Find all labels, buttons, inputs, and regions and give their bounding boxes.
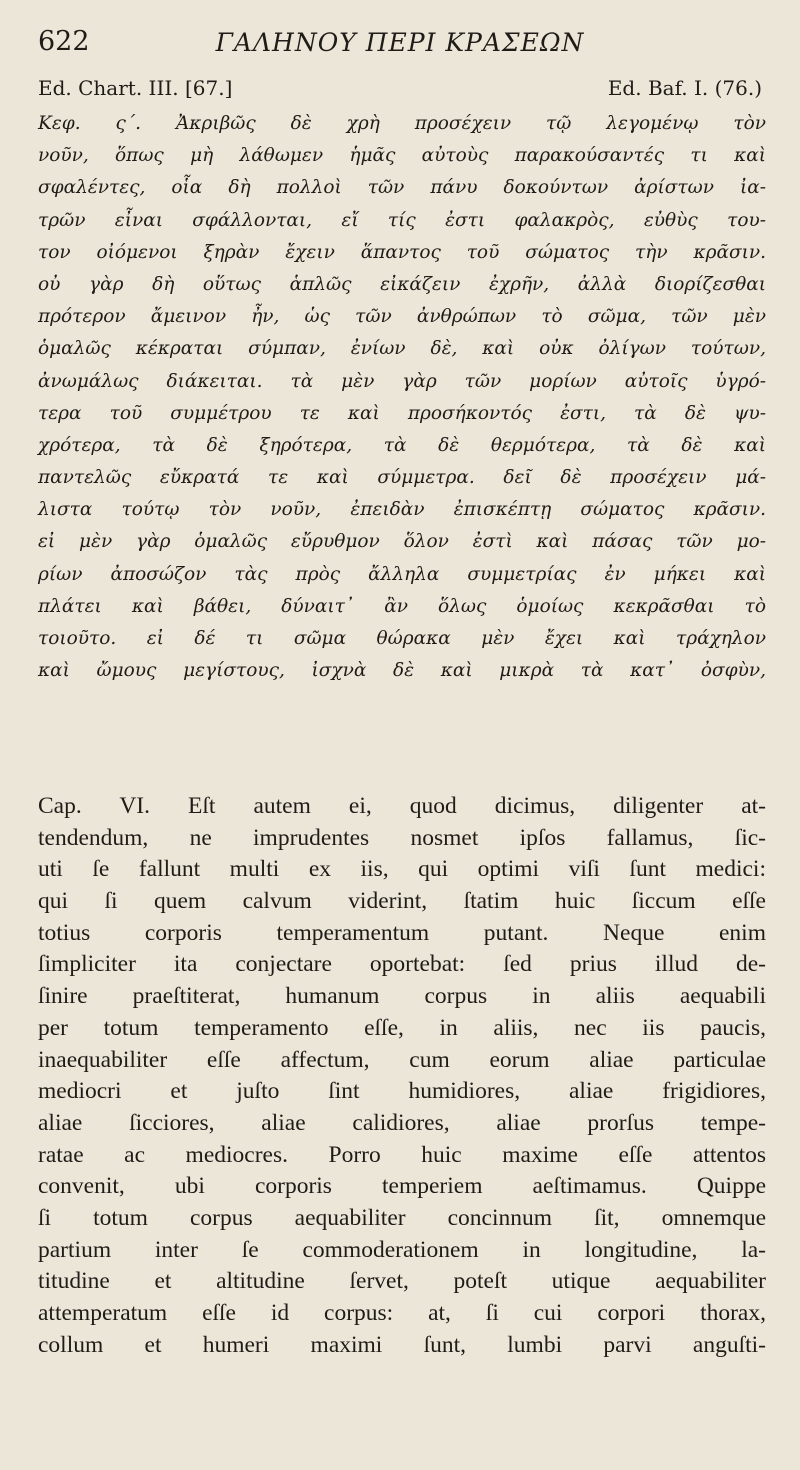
latin-line: partium inter ſe commoderationem in longitudine, la- [38, 1236, 766, 1263]
greek-line: οὐ γὰρ δὴ οὕτως ἁπλῶς εἰκάζειν ἐχρῆν, ἀλλὰ διορίζεσθαι [38, 273, 766, 295]
latin-line: ſinire praeſtiterat, humanum corpus in aliis aequabili [38, 983, 766, 1010]
latin-line: attemperatum eſſe id corpus: at, ſi cui corpori thorax, [38, 1300, 766, 1326]
latin-line: ſimpliciter ita conjectare oportebat: ſed prius illud de- [38, 951, 766, 978]
latin-line: Cap. VI. Eſt autem ei, quod dicimus, diligenter at- [38, 793, 766, 819]
latin-line: totius corporis temperamentum putant. Neque enim [38, 919, 766, 946]
greek-line: ρίων ἀποσώζον τὰς πρὸς ἄλληλα συμμετρίας ἐν μήκει καὶ [38, 563, 766, 585]
latin-line: uti ſe fallunt multi ex iis, qui optimi viſi ſunt medici: [38, 856, 766, 883]
greek-line: Κεφ. ς΄. Ἀκριβῶς δὲ χρὴ προσέχειν τῷ λεγομένῳ τὸν [38, 113, 766, 134]
latin-line: mediocri et juſto ſint humidiores, aliae frigidiores, [38, 1078, 766, 1105]
greek-line: σφαλέντες, οἷα δὴ πολλοὶ τῶν πάνυ δοκούντων ἀρίστων ἰα- [38, 177, 766, 199]
latin-line: collum et humeri maximi ſunt, lumbi parvi anguſti- [38, 1331, 766, 1358]
latin-text-block [38, 791, 766, 1361]
greek-line: τρῶν εἶναι σφάλλονται, εἴ τίς ἐστι φαλακρὸς, εὐθὺς του- [38, 209, 766, 231]
greek-line: τερα τοῦ συμμέτρου τε καὶ προσήκοντός ἐστι, τὰ δὲ ψυ- [38, 402, 766, 424]
greek-line: πρότερον ἄμεινον ἦν, ὡς τῶν ἀνθρώπων τὸ σῶμα, τῶν μὲν [38, 306, 766, 328]
greek-line: λιστα τούτῳ τὸν νοῦν, ἐπειδὰν ἐπισκέπτῃ σώματος κρᾶσιν. [38, 499, 766, 521]
latin-line: per totum temperamento eſſe, in aliis, nec iis paucis, [38, 1014, 766, 1041]
greek-text-block [38, 108, 766, 687]
running-title: ΓΑΛΗΝΟΥ ΠΕΡΙ ΚΡΑΣΕΩΝ [215, 28, 585, 57]
greek-line: πλάτει καὶ βάθει, δύναιτ᾽ ἂν ὅλως ὁμοίως κεκρᾶσθαι τὸ [38, 595, 766, 617]
latin-line: convenit, ubi corporis temperiem aeſtimamus. Quippe [38, 1173, 766, 1200]
greek-line: καὶ ὤμους μεγίστους, ἰσχνὰ δὲ καὶ μικρὰ τὰ κατ᾽ ὀσφὺν, [38, 660, 766, 682]
page-number: 622 [38, 26, 90, 57]
edition-basel-reference: Ed. Baf. I. (76.) [607, 76, 762, 100]
latin-line: inaequabiliter eſſe affectum, cum eorum aliae particulae [38, 1046, 766, 1073]
greek-line: ὁμαλῶς κέκραται σύμπαν, ἐνίων δὲ, καὶ οὐκ ὀλίγων τούτων, [38, 338, 766, 360]
greek-line: τον οἰόμενοι ξηρὰν ἔχειν ἅπαντος τοῦ σώματος τὴν κρᾶσιν. [38, 241, 766, 263]
greek-line: τοιοῦτο. εἰ δέ τι σῶμα θώρακα μὲν ἔχει καὶ τράχηλον [38, 628, 766, 649]
latin-line: ratae ac mediocres. Porro huic maxime eſſe attentos [38, 1141, 766, 1168]
page-header [38, 26, 762, 66]
greek-line: παντελῶς εὔκρατά τε καὶ σύμμετρα. δεῖ δὲ προσέχειν μά- [38, 467, 766, 489]
latin-line: qui ſi quem calvum viderint, ſtatim huic ſiccum eſſe [38, 888, 766, 915]
latin-line: titudine et altitudine ſervet, poteſt utique aequabiliter [38, 1268, 766, 1295]
latin-line: tendendum, ne imprudentes nosmet ipſos fallamus, ſic- [38, 824, 766, 851]
greek-line: νοῦν, ὅπως μὴ λάθωμεν ἡμᾶς αὐτοὺς παρακούσαντές τι καὶ [38, 145, 766, 167]
latin-line: aliae ſicciores, aliae calidiores, aliae prorſus tempe- [38, 1109, 766, 1136]
edition-reference-line [38, 76, 762, 106]
edition-chart-reference: Ed. Chart. III. [67.] [38, 76, 233, 100]
greek-line: ἀνωμάλως διάκειται. τὰ μὲν γὰρ τῶν μορίων αὐτοῖς ὑγρό- [38, 370, 766, 392]
greek-line: χρότερα, τὰ δὲ ξηρότερα, τὰ δὲ θερμότερα, τὰ δὲ καὶ [38, 434, 766, 456]
latin-line: ſi totum corpus aequabiliter concinnum ſit, omnemque [38, 1204, 766, 1231]
greek-line: εἰ μὲν γὰρ ὁμαλῶς εὔρυθμον ὅλον ἐστὶ καὶ πάσας τῶν μο- [38, 531, 766, 553]
